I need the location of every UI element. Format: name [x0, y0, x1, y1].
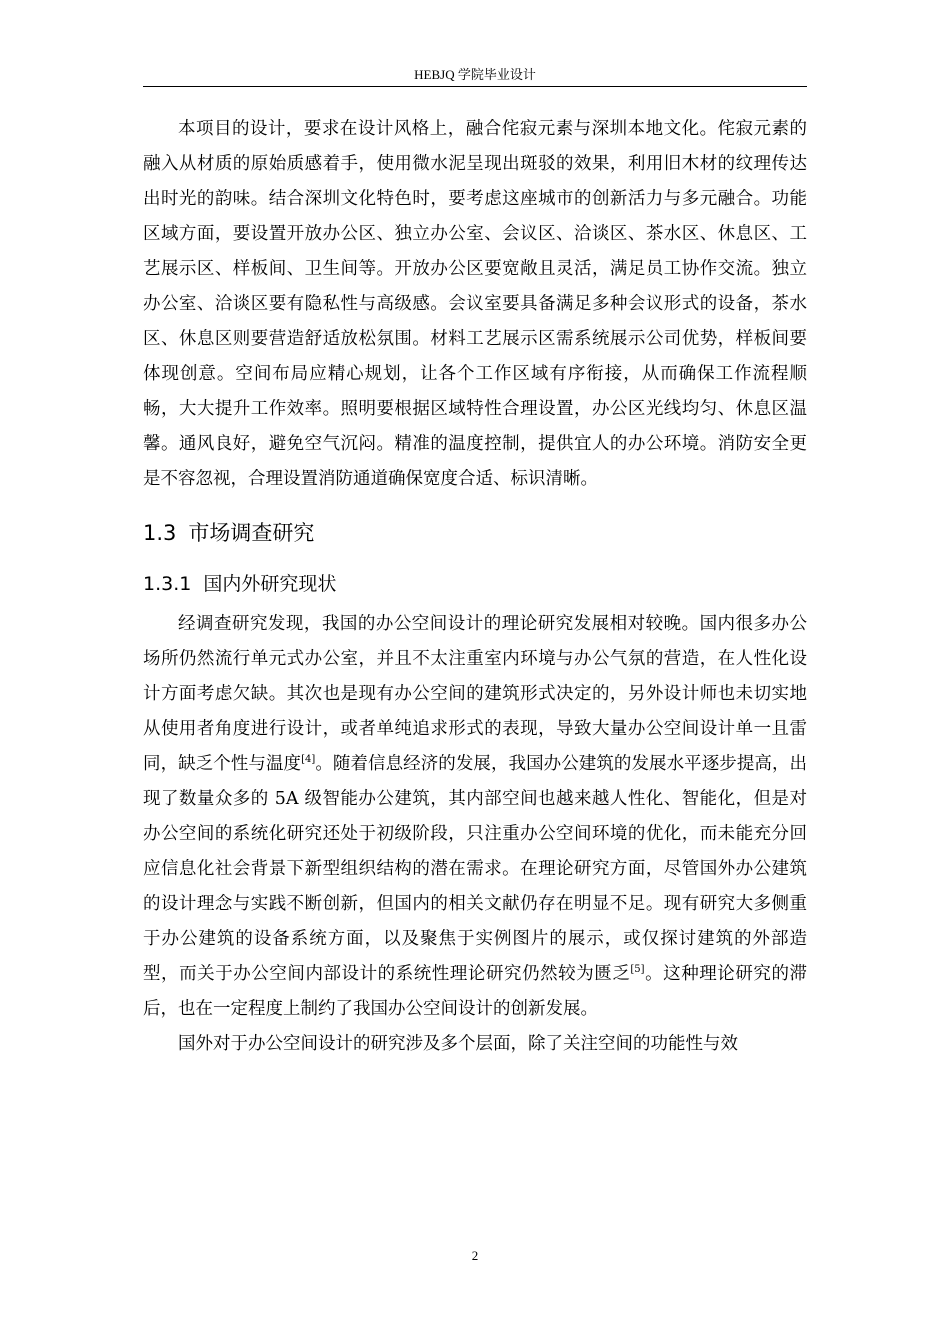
subsection-number: 1.3.1 — [143, 573, 192, 595]
paragraph-text: 经调查研究发现，我国的办公空间设计的理论研究发展相对较晚。国内很多办公场所仍然流行单元式办公室，并且不太注重室内环境与办公气氛的营造，在人性化设计方面考虑欠缺。其次也是现有办公空间的建筑形式决定的，另外设计师也未切实地从使用者角度进行设计，或者单纯追求形式的表现，导致大量办公空间设计单一且雷同，缺乏个性与温度 — [143, 614, 807, 774]
page-header: HEBJQ 学院毕业设计 — [414, 67, 536, 82]
paragraph-text: 。随着信息经济的发展，我国办公建筑的发展水平逐步提高，出现了数量众多的 5A 级智能办公建筑，其内部空间也越来越人性化、智能化，但是对办公空间的系统化研究还处于初级阶段，只注重办公空间环境的优化，而未能充分回应信息化社会背景下新型组织结构的潜在需求。在理论研究方面，尽管国外办公建筑的设计理念与实践不断创新，但国内的相关文献仍存在明显不足。现有研究大多侧重于办公建筑的设备系统方面，以及聚焦于实例图片的展示，或仅探讨建筑的外部造型，而关于办公空间内部设计的系统性理论研究仍然较为匮乏 — [143, 754, 808, 984]
section-heading — [143, 516, 807, 550]
paragraph-text: 。这种理论研究的滞后，也在一定程度上制约了我国办公空间设计的创新发展。 — [143, 964, 808, 1019]
citation-ref: [5] — [630, 964, 645, 976]
subsection-title: 国内外研究现状 — [203, 573, 337, 595]
header-divider — [143, 86, 807, 87]
section-title: 市场调查研究 — [188, 521, 315, 545]
body-paragraph: 本项目的设计，要求在设计风格上，融合侘寂元素与深圳本地文化。侘寂元素的融入从材质的原始质感着手，使用微水泥呈现出斑驳的效果，利用旧木材的纹理传达出时光的韵味。结合深圳文化特色时，要考虑这座城市的创新活力与多元融合。功能区域方面，要设置开放办公区、独立办公室、会议区、洽谈区、茶水区、休息区、工艺展示区、样板间、卫生间等。开放办公区要宽敞且灵活，满足员工协作交流。独立办公室、洽谈区要有隐私性与高级感。会议室要具备满足多种会议形式的设备，茶水区、休息区则要营造舒适放松氛围。材料工艺展示区需系统展示公司优势，样板间要体现创意。空间布局应精心规划，让各个工作区域有序衔接，从而确保工作流程顺畅，大大提升工作效率。照明要根据区域特性合理设置，办公区光线均匀、休息区温馨。通风良好，避免空气沉闷。精准的温度控制，提供宜人的办公环境。消防安全更是不容忽视，合理设置消防通道确保宽度合适、标识清晰。 — [143, 119, 807, 489]
citation-ref: [4] — [301, 754, 316, 766]
section-number: 1.3 — [143, 521, 177, 545]
page-body — [143, 112, 807, 1062]
subsection-heading — [143, 569, 807, 599]
body-paragraph — [143, 607, 807, 1027]
body-paragraph: 国外对于办公空间设计的研究涉及多个层面，除了关注空间的功能性与效 — [178, 1034, 738, 1054]
page-number: 2 — [471, 1248, 479, 1263]
